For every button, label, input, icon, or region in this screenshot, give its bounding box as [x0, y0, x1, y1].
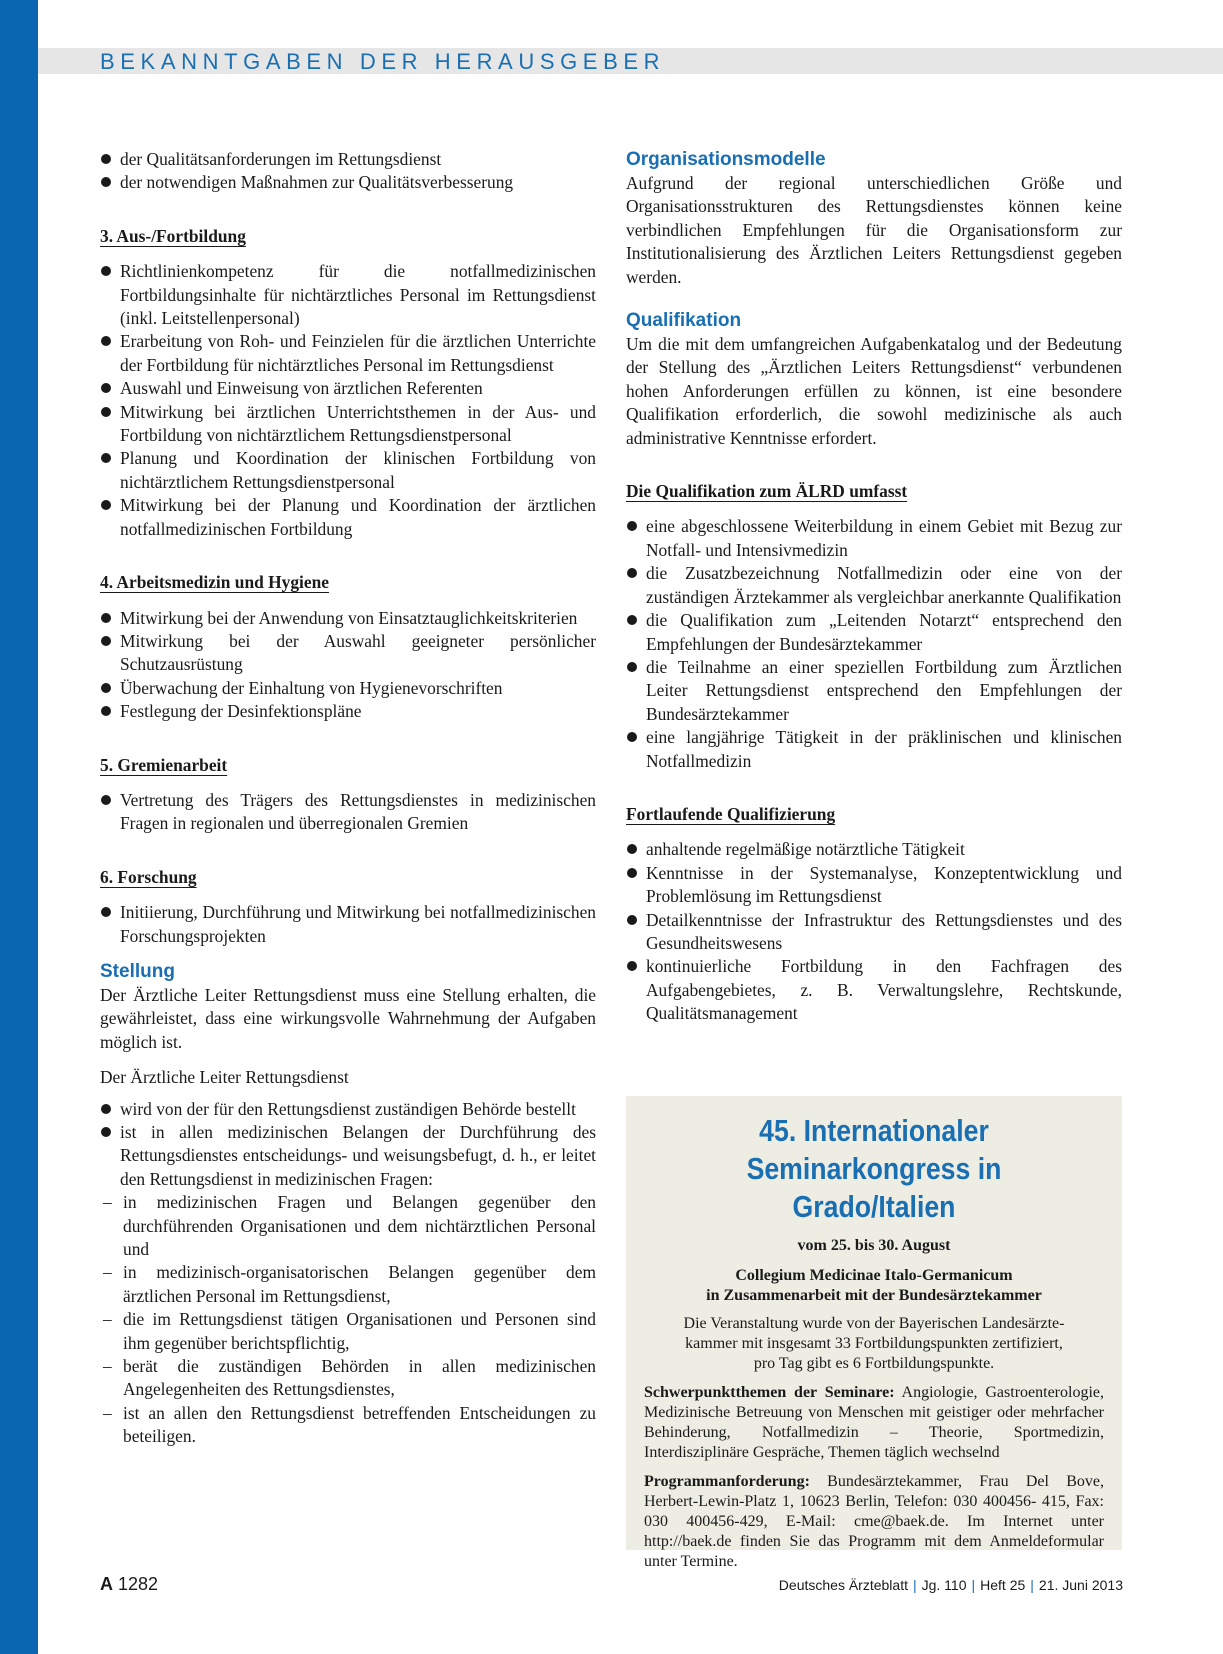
organisationsmodelle-text: Aufgrund der regional unterschiedlichen Größe und Organisationsstrukturen des Rettungsdienstes können keine verbindlichen Empfehlungen für die Organisationsform zur Institutionalisierung des Ärztlichen Leiters Rettungsdienst gegeben werden.: [626, 173, 1122, 287]
section-title-forschung: 6. Forschung: [100, 866, 197, 887]
ad-program-text: Bundesärztekammer, Frau Del Bove, Herbert-Lewin-Platz 1, 10623 Berlin, Telefon: 030 400456- 415, Fax: 030 400456-429, E-Mail: cme@baek.de. Im Internet unter http://baek.de finden Sie das Programm mit dem Anmeldeformular unter Termine.: [644, 1473, 1105, 1570]
bullet-icon: [627, 961, 637, 971]
seminar-announcement-box: [626, 1096, 1122, 1570]
list-item: Auswahl und Einweisung von ärztlichen Referenten: [100, 377, 596, 400]
bullet-icon: [101, 1104, 111, 1114]
ad-program-label: Programmanforderung:: [644, 1473, 810, 1490]
bullet-icon: [627, 615, 637, 625]
list-item: ist in allen medizinischen Belangen der Durchführung des Rettungsdienstes entscheidungs- und weisungsbefugt, d. h., er leitet den Rettungsdienst in medizinischen Fragen:: [100, 1121, 596, 1191]
aus-fortbildung-list: [100, 260, 596, 541]
fortlaufende-qualifizierung-list: [626, 838, 1122, 1025]
bullet-icon: [101, 500, 111, 510]
section-title-fortlaufende-qualifizierung: Fortlaufende Qualifizierung: [626, 803, 836, 824]
list-item: die Zusatzbezeichnung Notfallmedizin oder eine von der zuständigen Ärztekammer als vergleichbar anerkannte Qualifikation: [626, 562, 1122, 609]
left-column: [100, 148, 596, 1449]
list-item: kontinuierliche Fortbildung in den Fachfragen des Aufgabengebietes, z. B. Verwaltungslehre, Rechtskunde, Qualitätsmanagement: [626, 955, 1122, 1025]
section-title-gremienarbeit: 5. Gremienarbeit: [100, 754, 228, 775]
bullet-icon: [101, 266, 111, 276]
list-item: die Teilnahme an einer speziellen Fortbildung zum Ärztlichen Leiter Rettungsdienst entsprechend den Empfehlungen der Bundesärztekammer: [626, 656, 1122, 726]
list-item: Mitwirkung bei der Anwendung von Einsatztauglichkeitskriterien: [100, 607, 596, 630]
bullet-icon: [101, 407, 111, 417]
bullet-icon: [101, 336, 111, 346]
bullet-icon: [627, 868, 637, 878]
list-item: Überwachung der Einhaltung von Hygienevorschriften: [100, 677, 596, 700]
dash-list-item: – ist an allen den Rettungsdienst betreffenden Entscheidungen zu beteiligen.: [103, 1402, 596, 1447]
right-column: [626, 148, 1122, 1026]
dash-list-item: – in medizinisch-organisatorischen Belangen gegenüber dem ärztlichen Personal im Rettungsdienst,: [103, 1262, 596, 1306]
intro-list: [100, 148, 596, 195]
ad-organizer-line-1: Collegium Medicinae Italo-Germanicum: [735, 1267, 1013, 1284]
list-item: Erarbeitung von Roh- und Feinzielen für die ärztlichen Unterrichte der Fortbildung für nichtärztliches Personal im Rettungsdienst: [100, 330, 596, 377]
ad-topics-text: Angiologie, Gastroenterologie, Medizinische Betreuung von Menschen mit geistiger oder mehrfacher Behinderung, Notfallmedizin – Theorie, Sportmedizin, Interdisziplinäre Gespräche, Themen täglich wechselnd: [644, 1384, 1104, 1461]
ad-dates: vom 25. bis 30. August: [797, 1237, 951, 1254]
forschung-list: [100, 901, 596, 948]
bullet-icon: [101, 636, 111, 646]
ad-program: [644, 1472, 1104, 1572]
list-item: anhaltende regelmäßige notärztliche Tätigkeit: [626, 838, 1122, 861]
page-number: A 1282: [100, 1574, 159, 1594]
bullet-icon: [101, 1127, 111, 1137]
list-item: Kenntnisse in der Systemanalyse, Konzeptentwicklung und Problemlösung im Rettungsdienst: [626, 862, 1122, 909]
bullet-icon: [101, 683, 111, 693]
journal-issue: Heft 25: [980, 1577, 1026, 1593]
list-item: der Qualitätsanforderungen im Rettungsdienst: [100, 148, 596, 171]
list-item: eine langjährige Tätigkeit in der präklinischen und klinischen Notfallmedizin: [626, 726, 1122, 773]
list-item: Mitwirkung bei der Planung und Koordination der ärztlichen notfallmedizinischen Fortbildung: [100, 494, 596, 541]
list-item: Mitwirkung bei der Auswahl geeigneter persönlicher Schutzausrüstung: [100, 630, 596, 677]
sidebar-stripe: [0, 0, 38, 1654]
stellung-intro: Der Ärztliche Leiter Rettungsdienst: [100, 1067, 349, 1088]
journal-name: Deutsches Ärzteblatt: [778, 1577, 908, 1593]
section-title-qualifikation-aelrd: Die Qualifikation zum ÄLRD umfasst: [626, 481, 908, 502]
ad-title-line-1: 45. Internationaler: [759, 1113, 989, 1148]
bullet-icon: [627, 521, 637, 531]
bullet-icon: [101, 383, 111, 393]
ad-title-line-2: Seminarkongress in Grado/Italien: [746, 1151, 1002, 1224]
bullet-icon: [627, 844, 637, 854]
list-item: Vertretung des Trägers des Rettungsdienstes in medizinischen Fragen in regionalen und überregionalen Gremien: [100, 789, 596, 836]
qualifikation-text: Um die mit dem umfangreichen Aufgabenkatalog und der Bedeutung der Stellung des „Ärztlichen Leiters Rettungsdienst“ verbundenen hohen Anforderungen erfüllen zu können, ist eine besondere Qualifikation erforderlich, die sowohl medizinische als auch administrative Kenntnisse erfordert.: [626, 334, 1122, 448]
dash-list-item: – berät die zuständigen Behörden in allen medizinischen Angelegenheiten des Rettungsdienstes,: [103, 1356, 596, 1400]
bullet-icon: [627, 568, 637, 578]
list-item: wird von der für den Rettungsdienst zuständigen Behörde bestellt: [100, 1098, 596, 1121]
list-item: Detailkenntnisse der Infrastruktur des Rettungsdienstes und des Gesundheitswesens: [626, 909, 1122, 956]
heading-stellung: Stellung: [100, 960, 175, 982]
bullet-icon: [627, 732, 637, 742]
bullet-icon: [101, 453, 111, 463]
ad-organizer-line-2: in Zusammenarbeit mit der Bundesärztekammer: [706, 1287, 1042, 1304]
bullet-icon: [101, 613, 111, 623]
dash-list-item: – in medizinischen Fragen und Belangen gegenüber den durchführenden Organisationen und dem nichtärztlichen Personal und: [103, 1192, 596, 1260]
ad-certification-line-1: Die Veranstaltung wurde von der Bayerischen Landesärzte-: [683, 1315, 1065, 1332]
dash-list-item: – die im Rettungsdienst tätigen Organisationen und Personen sind ihm gegenüber berichtspflichtig,: [103, 1309, 596, 1353]
journal-date: 21. Juni 2013: [1038, 1577, 1123, 1593]
ad-topics: [644, 1383, 1104, 1463]
bullet-icon: [101, 795, 111, 805]
section-title-aus-fortbildung: 3. Aus-/Fortbildung: [100, 225, 246, 246]
ad-topics-label: Schwerpunktthemen der Seminare:: [644, 1384, 895, 1401]
stellung-list: [100, 1098, 596, 1192]
bullet-icon: [101, 154, 111, 164]
list-item: Initiierung, Durchführung und Mitwirkung bei notfallmedizinischen Forschungsprojekten: [100, 901, 596, 948]
ad-certification-line-3: pro Tag gibt es 6 Fortbildungspunkte.: [753, 1355, 995, 1372]
heading-qualifikation: Qualifikation: [626, 310, 742, 332]
arbeitsmedizin-list: [100, 607, 596, 724]
bullet-icon: [101, 907, 111, 917]
list-item: Festlegung der Desinfektionspläne: [100, 700, 596, 723]
stellung-text: Der Ärztliche Leiter Rettungsdienst muss eine Stellung erhalten, die gewährleistet, dass eine wirkungsvolle Wahrnehmung der Aufgaben möglich ist.: [100, 984, 596, 1052]
list-item: Richtlinienkompetenz für die notfallmedizinischen Fortbildungsinhalte für nichtärztliches Personal im Rettungsdienst (inkl. Leitstellenpersonal): [100, 260, 596, 330]
bullet-icon: [101, 706, 111, 716]
section-title-arbeitsmedizin: 4. Arbeitsmedizin und Hygiene: [100, 572, 329, 593]
stellung-dash-list: [100, 1191, 596, 1448]
gremienarbeit-list: [100, 789, 596, 836]
bullet-icon: [627, 662, 637, 672]
page-header-title: BEKANNTGABEN DER HERAUSGEBER: [100, 49, 666, 74]
journal-volume: Jg. 110: [921, 1577, 967, 1593]
ad-certification-line-2: kammer mit insgesamt 33 Fortbildungspunkten zertifiziert,: [685, 1335, 1063, 1352]
list-item: die Qualifikation zum „Leitenden Notarzt“ entsprechend den Empfehlungen der Bundesärztekammer: [626, 609, 1122, 656]
list-item: eine abgeschlossene Weiterbildung in einem Gebiet mit Bezug zur Notfall- und Intensivmedizin: [626, 515, 1122, 562]
list-item: Mitwirkung bei ärztlichen Unterrichtsthemen in der Aus- und Fortbildung von nichtärztlichem Rettungsdienstpersonal: [100, 401, 596, 448]
list-item: der notwendigen Maßnahmen zur Qualitätsverbesserung: [100, 171, 596, 194]
bullet-icon: [627, 915, 637, 925]
bullet-icon: [101, 177, 111, 187]
list-item: Planung und Koordination der klinischen Fortbildung von nichtärztlichem Rettungsdienstpersonal: [100, 447, 596, 494]
qualifikation-aelrd-list: [626, 515, 1122, 772]
heading-organisationsmodelle: Organisationsmodelle: [626, 149, 826, 170]
journal-info: Deutsches Ärzteblatt | Jg. 110 | Heft 25 | 21. Juni 2013: [778, 1577, 1123, 1593]
